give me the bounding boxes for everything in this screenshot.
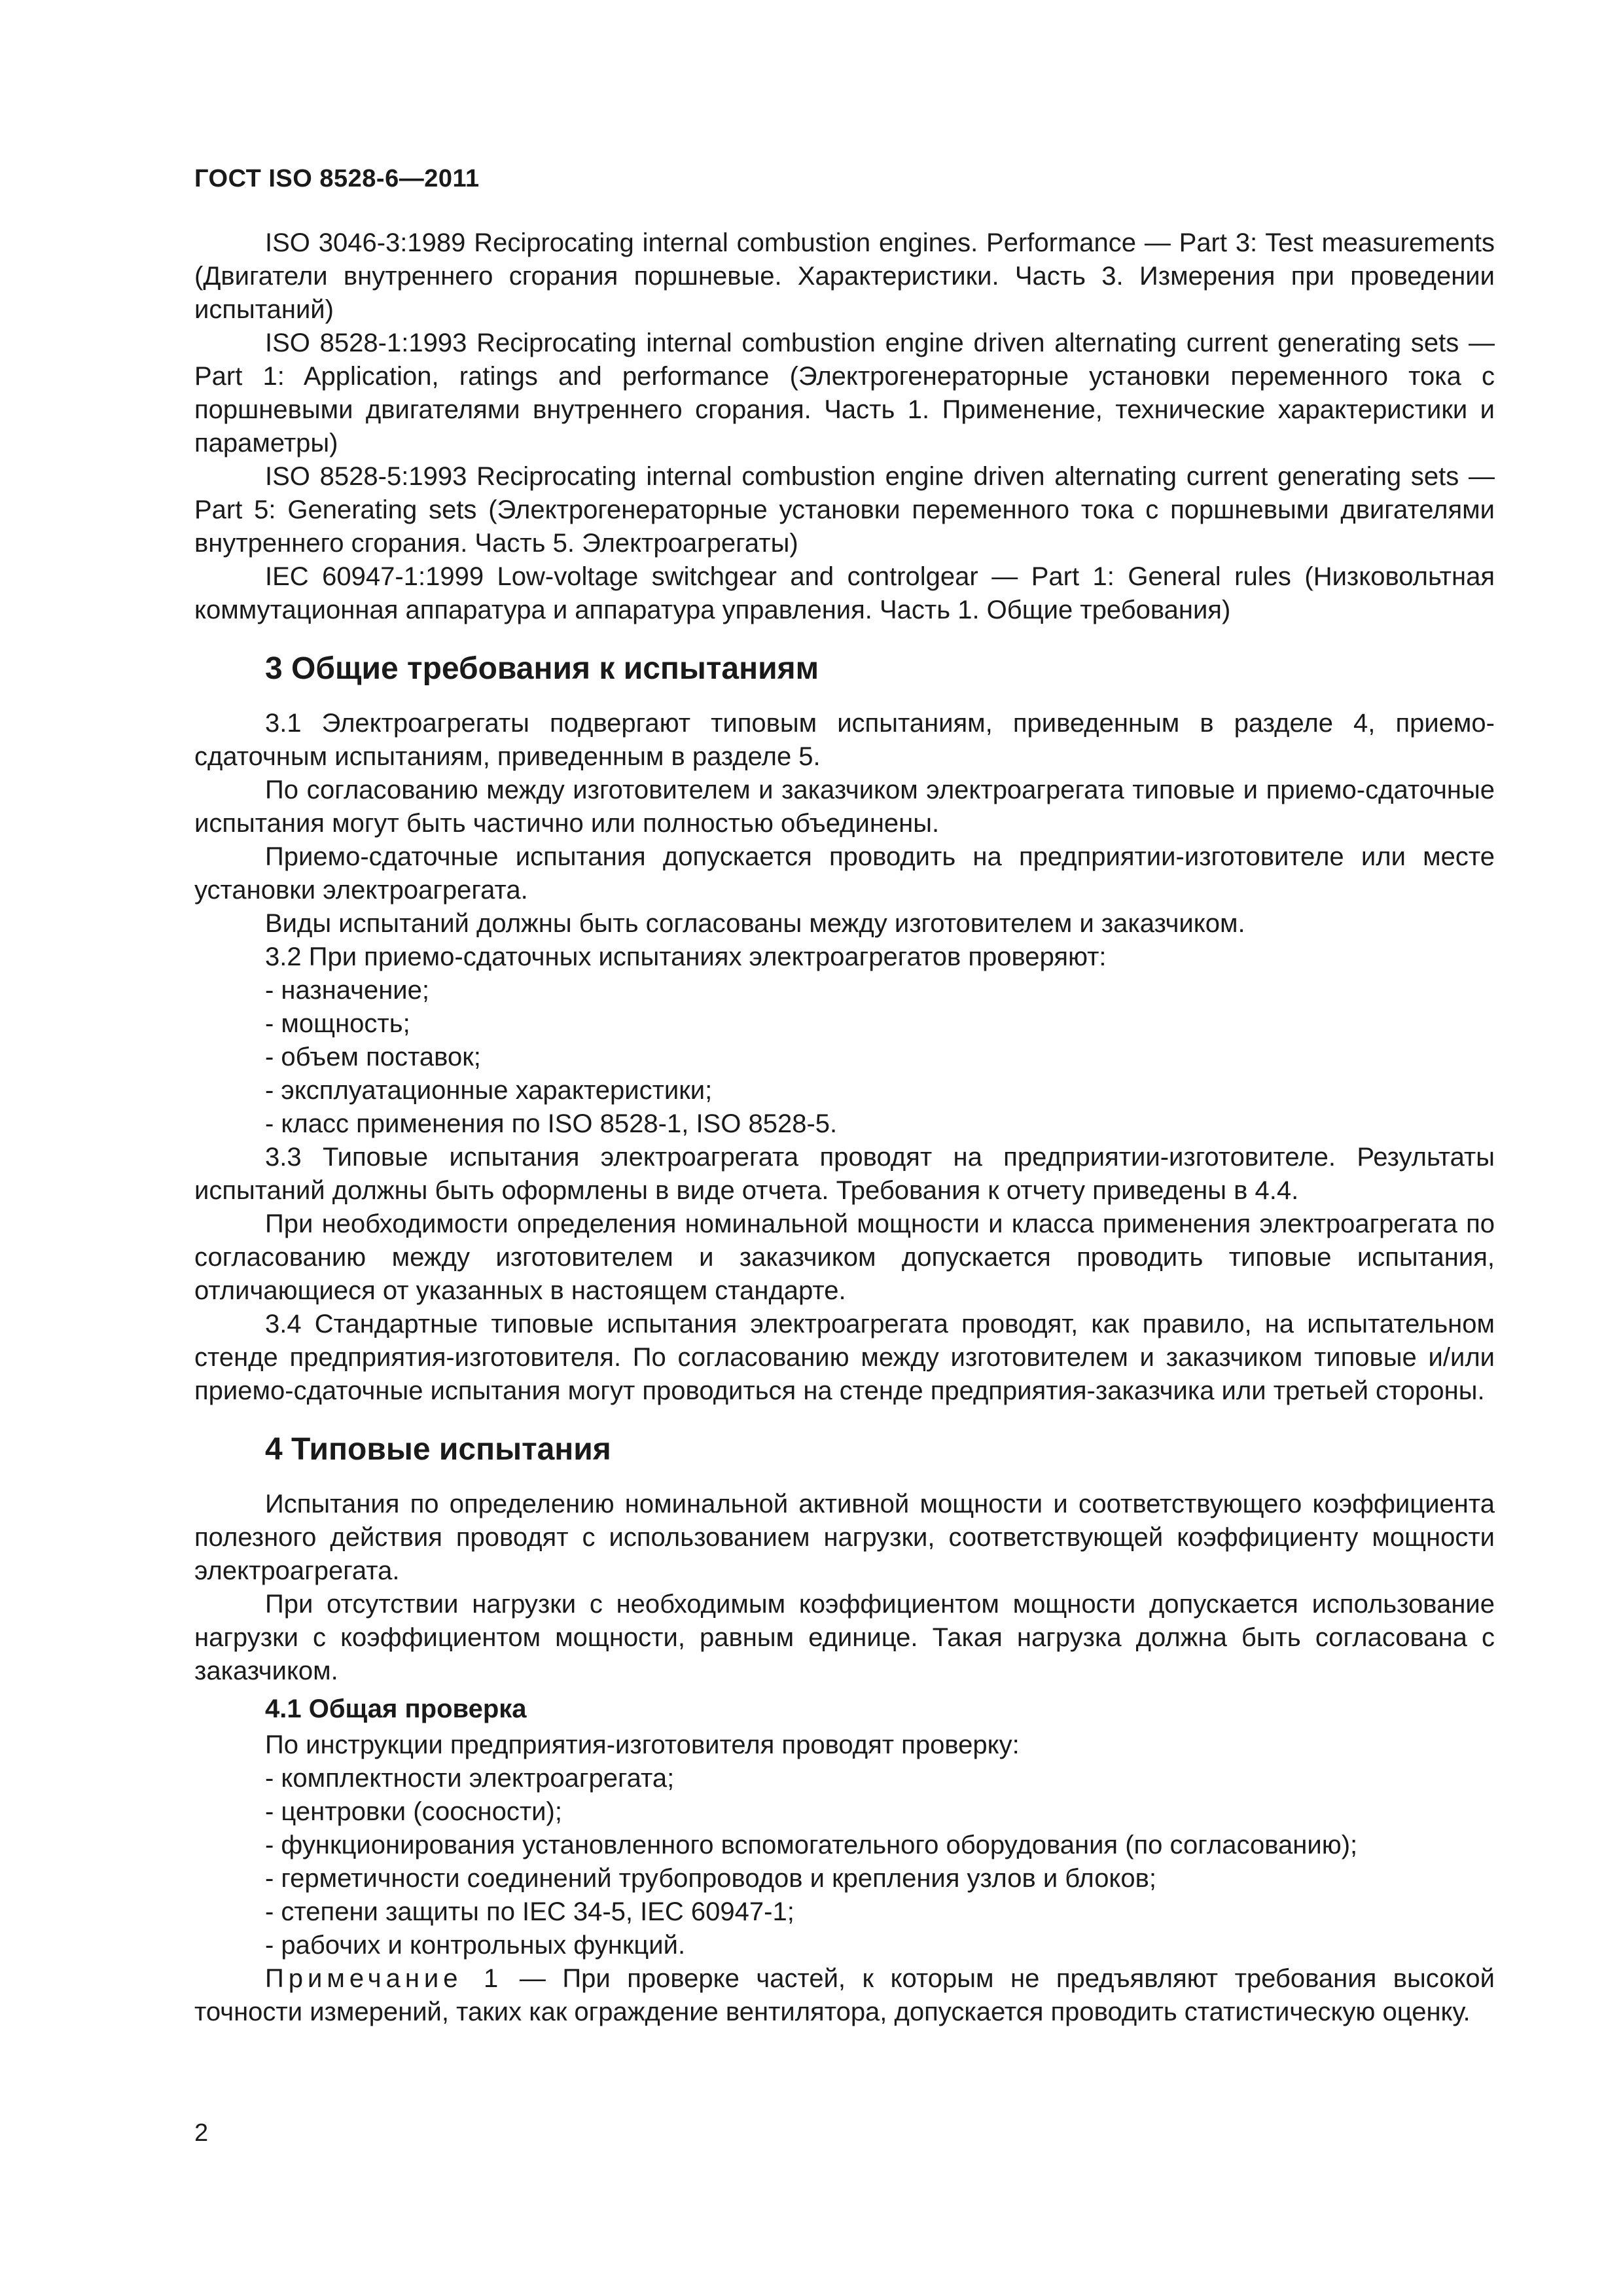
paragraph: Виды испытаний должны быть согласованы между изготовителем и заказчиком.	[265, 909, 1245, 938]
paragraph: По согласованию между изготовителем и заказчиком электроагрегата типовые и приемо-сдаточные испытания могут быть частично или полностью объединены.	[194, 776, 1495, 838]
document-body	[194, 226, 1495, 2029]
paragraph: Приемо-сдаточные испытания допускается проводить на предприятии-изготовителе или месте установки электроагрегата.	[194, 842, 1495, 905]
subsection-4-1-heading: 4.1 Общая проверка	[265, 1695, 527, 1723]
paragraph: При отсутствии нагрузки с необходимым коэффициентом мощности допускается использование нагрузки с коэффициентом мощности, равным единице. Такая нагрузка должна быть согласована с заказчиком.	[194, 1590, 1495, 1685]
paragraph-3-3: 3.3 Типовые испытания электроагрегата проводят на предприятии-изготовителе. Результаты испытаний должны быть оформлены в виде отчета. Требования к отчету приведены в 4.4.	[194, 1143, 1495, 1205]
paragraph-3-2: 3.2 При приемо-сдаточных испытаниях электроагрегатов проверяют:	[265, 942, 1107, 971]
list-item: - мощность;	[265, 1009, 410, 1038]
note	[194, 1962, 1495, 2029]
list-item: - эксплуатационные характеристики;	[265, 1076, 713, 1105]
paragraph: Испытания по определению номинальной активной мощности и соответствующего коэффициента полезного действия проводят с использованием нагрузки, соответствующей коэффициенту мощности электроагрегата.	[194, 1490, 1495, 1585]
note-text: — При проверке частей, к которым не предъявляют требования высокой точности измерений, таких как ограждение вентилятора, допускается проводить статистическую оценку.	[194, 1964, 1495, 2026]
paragraph: При необходимости определения номинальной мощности и класса применения электроагрегата по согласованию между изготовителем и заказчиком допускается проводить типовые испытания, отличающиеся от указанных в настоящем стандарте.	[194, 1210, 1495, 1305]
document-header: ГОСТ ISO 8528-6—2011	[194, 165, 480, 192]
reference-iso-3046-3: ISO 3046-3:1989 Reciprocating internal combustion engines. Performance — Part 3: Test measurements (Двигатели внутреннего сгорания поршневые. Характеристики. Часть 3. Измерения при проведении испытаний)	[194, 228, 1495, 324]
paragraph-3-4: 3.4 Стандартные типовые испытания электроагрегата проводят, как правило, на испытательном стенде предприятия-изготовителя. По согласованию между изготовителем и заказчиком типовые и/или приемо-сдаточные испытания могут проводиться на стенде предприятия-заказчика или третьей стороны.	[194, 1310, 1495, 1405]
list-item: - герметичности соединений трубопроводов и крепления узлов и блоков;	[265, 1864, 1156, 1893]
section-3-heading: 3 Общие требования к испытаниям	[265, 651, 819, 686]
list-item: - класс применения по ISO 8528-1, ISO 8528-5.	[265, 1109, 838, 1138]
paragraph-3-1: 3.1 Электроагрегаты подвергают типовым испытаниям, приведенным в разделе 4, приемо-сдаточным испытаниям, приведенным в разделе 5.	[194, 709, 1495, 771]
list-item: - объем поставок;	[265, 1043, 481, 1071]
paragraph: По инструкции предприятия-изготовителя проводят проверку:	[265, 1731, 1020, 1759]
note-label: Примечание 1	[265, 1964, 503, 1993]
section-4-heading: 4 Типовые испытания	[265, 1432, 611, 1467]
reference-iso-8528-5: ISO 8528-5:1993 Reciprocating internal combustion engine driven alternating current generating sets — Part 5: Generating sets (Электрогенераторные установки переменного тока с поршневыми двигателями внутреннего сгорания. Часть 5. Электроагрегаты)	[194, 462, 1495, 558]
list-item: - комплектности электроагрегата;	[265, 1764, 675, 1793]
page-number: 2	[194, 2119, 209, 2147]
list-item: - рабочих и контрольных функций.	[265, 1931, 686, 1960]
list-item: - степени защиты по IEC 34-5, IEC 60947-1;	[265, 1897, 794, 1926]
list-item: - центровки (соосности);	[265, 1797, 562, 1826]
list-item: - назначение;	[265, 976, 429, 1005]
reference-iso-8528-1: ISO 8528-1:1993 Reciprocating internal combustion engine driven alternating current generating sets — Part 1: Application, ratings and performance (Электрогенераторные установки переменного тока с поршневыми двигателями внутреннего сгорания. Часть 1. Применение, технические характеристики и параметры)	[194, 329, 1495, 457]
reference-iec-60947-1: IEC 60947-1:1999 Low-voltage switchgear and controlgear — Part 1: General rules (Низковольтная коммутационная аппаратура и аппаратура управления. Часть 1. Общие требования)	[194, 562, 1495, 624]
list-item: - функционирования установленного вспомогательного оборудования (по согласованию);	[265, 1831, 1358, 1859]
